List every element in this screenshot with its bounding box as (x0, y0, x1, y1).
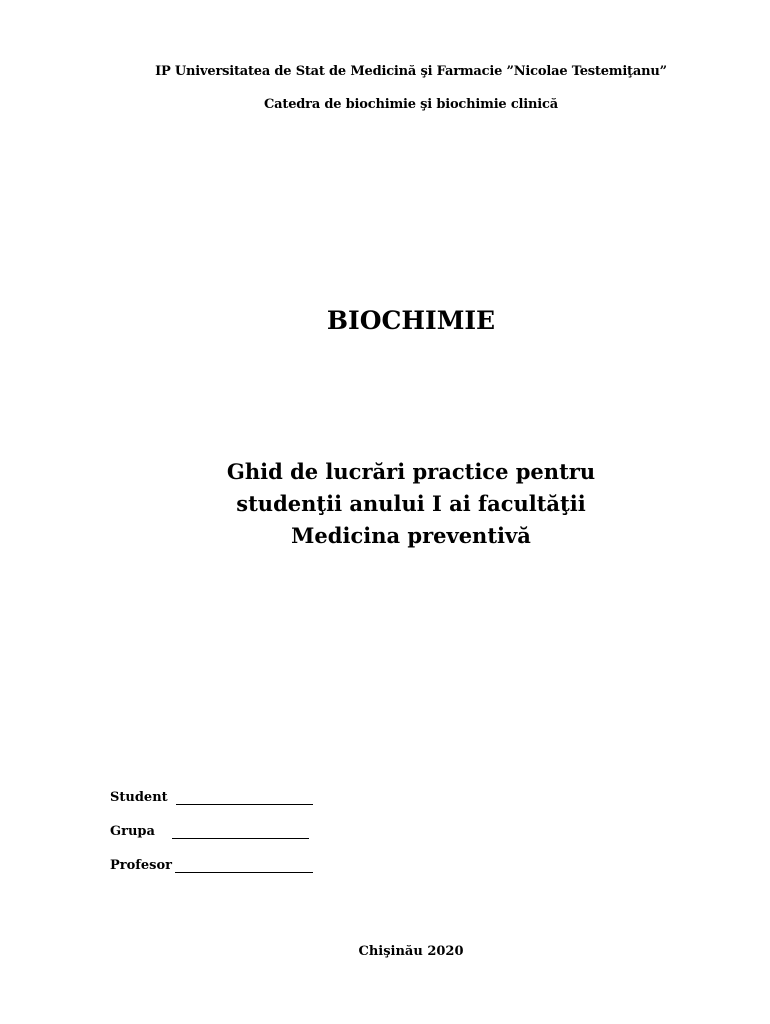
subtitle-line-2: studenţii anului I ai facultăţii (236, 491, 586, 516)
student-label: Student (110, 790, 168, 805)
profesor-blank-line (175, 872, 313, 873)
profesor-field (110, 858, 172, 874)
grupa-label: Grupa (110, 824, 155, 839)
place-year: Chişinău 2020 (358, 944, 464, 959)
profesor-label: Profesor (110, 858, 172, 873)
document-title: BIOCHIMIE (326, 306, 496, 335)
student-field (110, 790, 168, 806)
department-name: Catedra de biochimie şi biochimie clinică (264, 97, 558, 112)
student-blank-line (176, 804, 313, 805)
subtitle-line-1: Ghid de lucrări practice pentru (226, 459, 596, 484)
subtitle-line-3: Medicina preventivă (291, 523, 531, 548)
document-subtitle (26, 456, 770, 552)
grupa-field (110, 824, 155, 840)
institution-name: IP Universitatea de Stat de Medicină şi Farmacie ”Nicolae Testemiţanu” (155, 64, 667, 79)
grupa-blank-line (172, 838, 309, 839)
